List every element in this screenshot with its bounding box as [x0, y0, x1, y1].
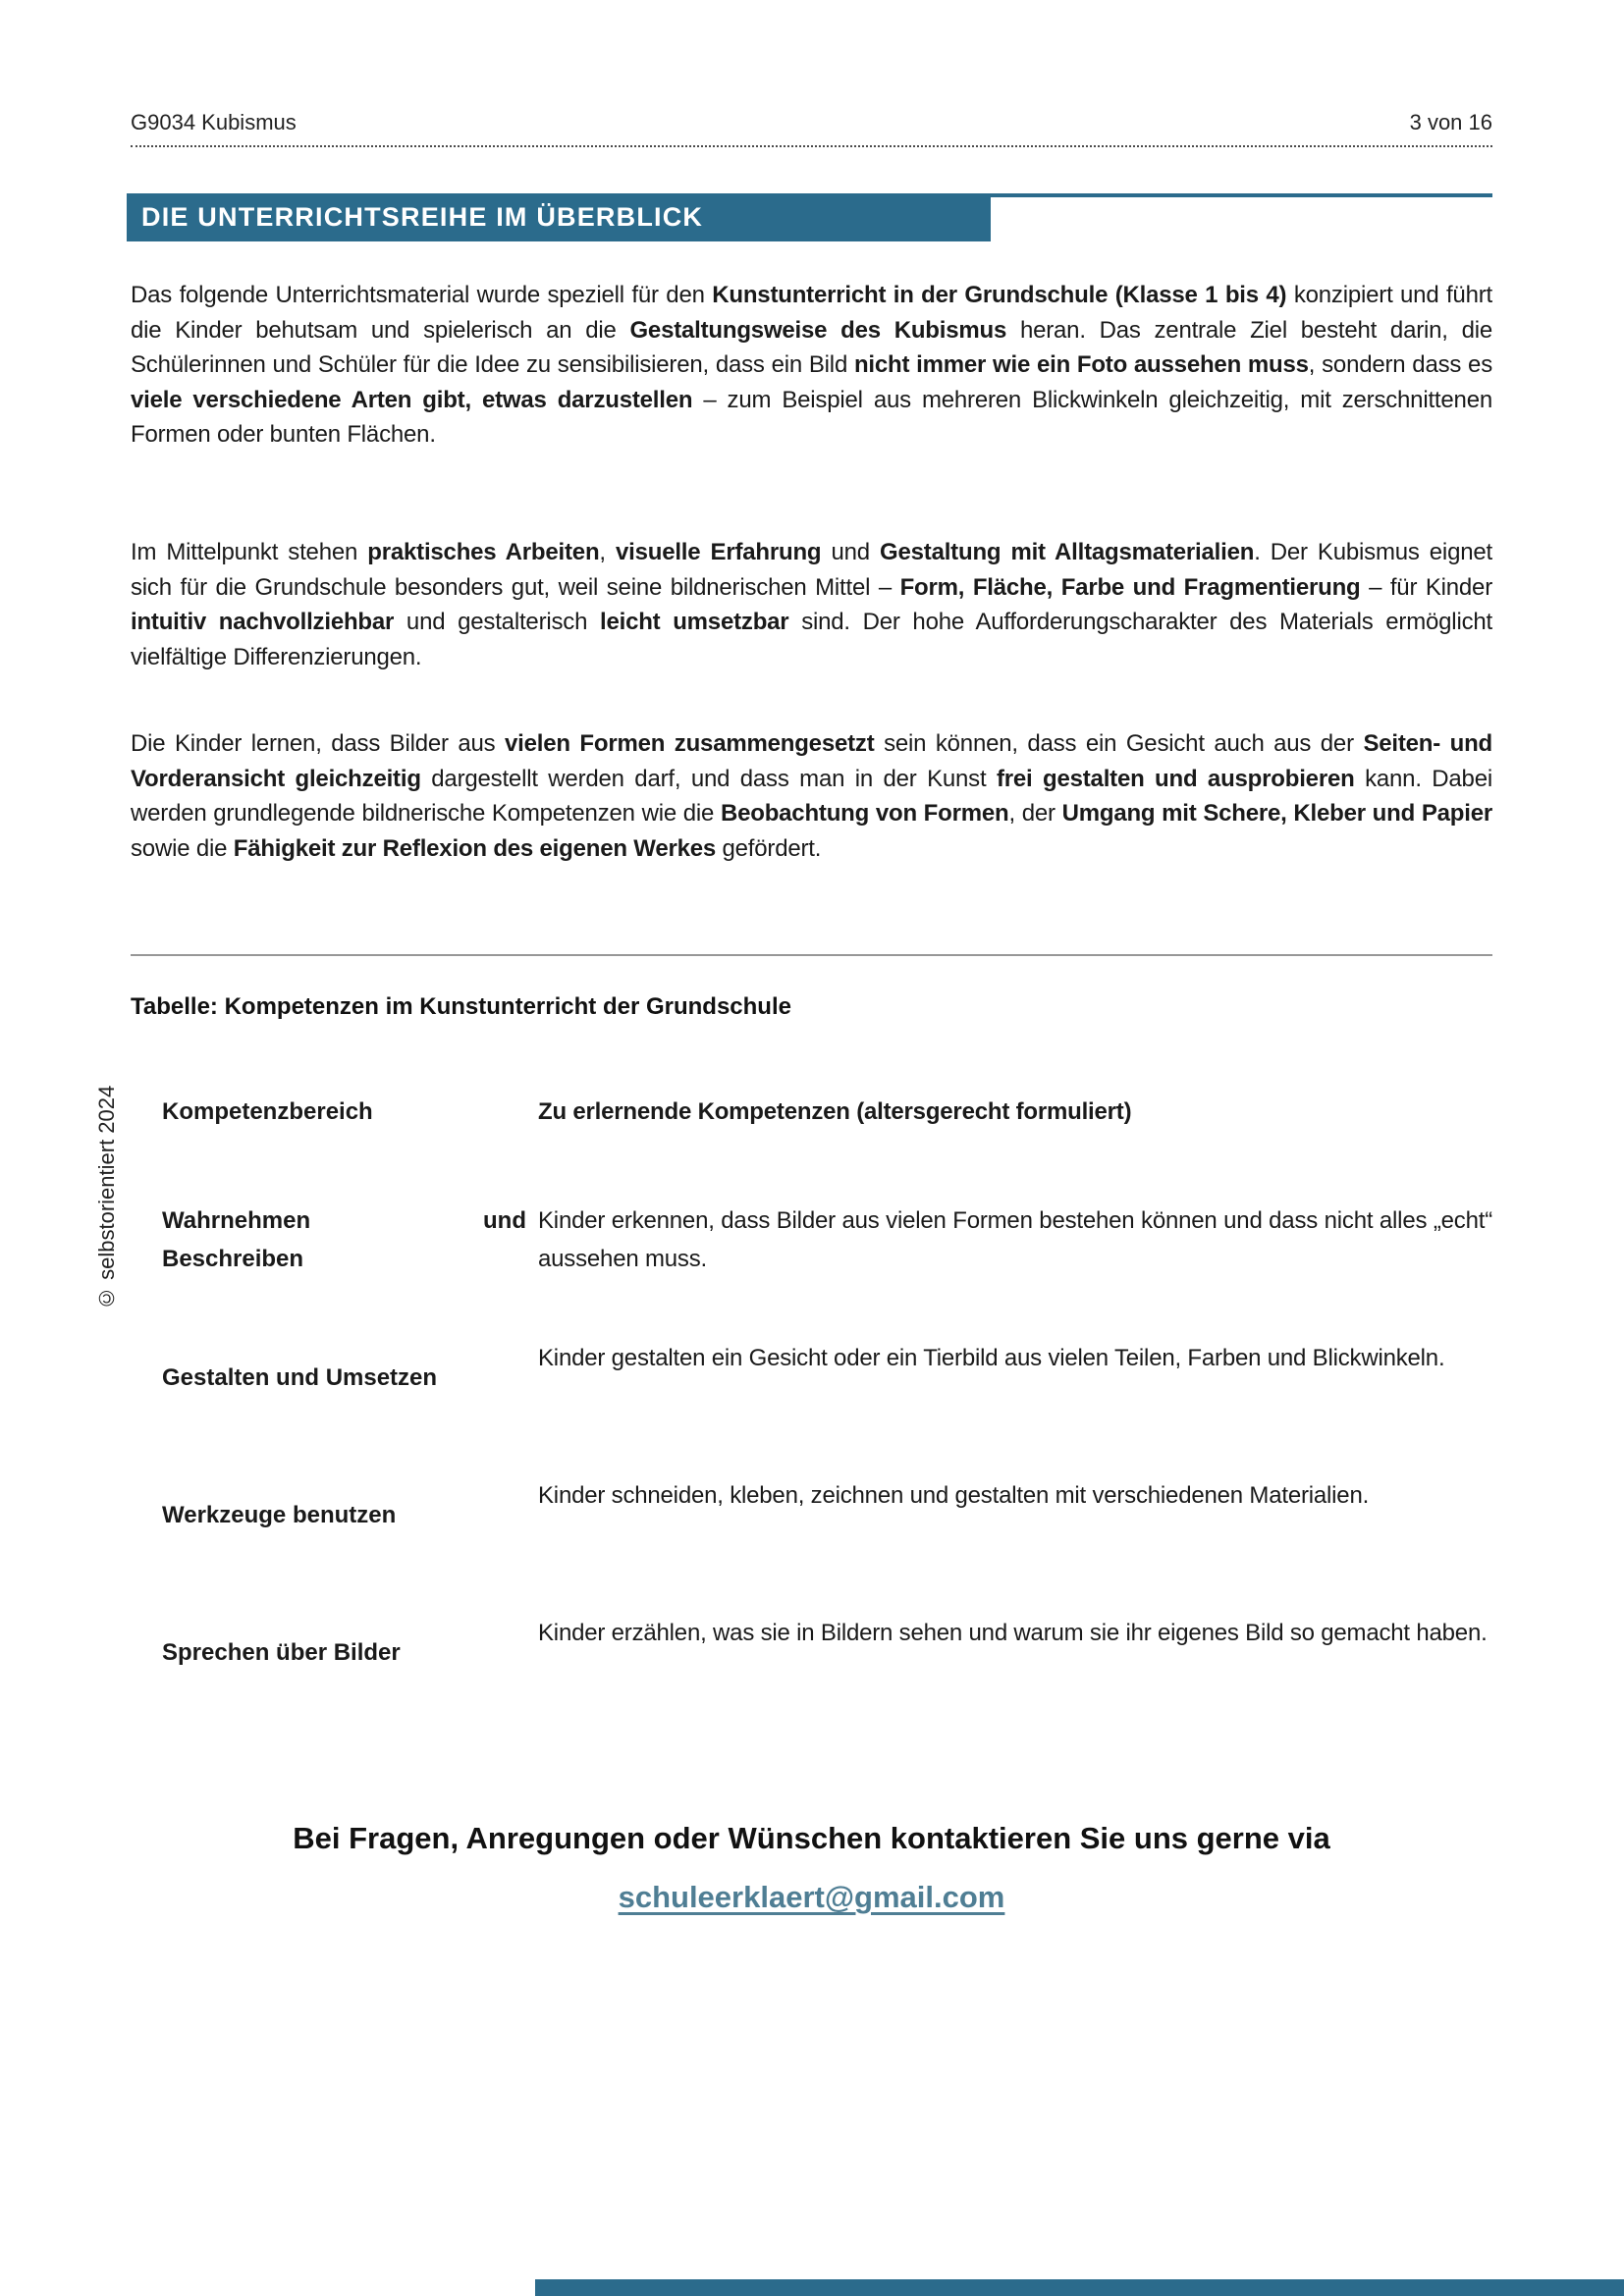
table-caption: Tabelle: Kompetenzen im Kunstunterricht der Grundschule — [131, 993, 791, 1020]
cell-line: Werkzeuge benutzen — [162, 1501, 397, 1528]
page-header — [131, 110, 1492, 147]
cell-line: Gestalten und Umsetzen — [162, 1363, 438, 1391]
competence-description-cell: Kinder schneiden, kleben, zeichnen und gestalten mit verschiedenen Materialien. — [538, 1482, 1370, 1509]
competence-description-cell: Kinder erzählen, was sie in Bildern sehen und warum sie ihr eigenes Bild so gemacht haben. — [538, 1620, 1488, 1646]
intro-paragraph-1: Das folgende Unterrichtsmaterial wurde speziell für den Kunstunterricht in der Grundschule (Klasse 1 bis 4) konzipiert und führt die Kinder behutsam und spielerisch an die Gestaltungsweise des Kubismus heran. Das zentrale Ziel besteht darin, die Schülerinnen und Schüler für die Idee zu sensibilisieren, dass ein Bild nicht immer wie ein Foto aussehen muss, sondern dass es viele verschiedene Arten gibt, etwas darzustellen – zum Beispiel aus mehreren Blickwinkeln gleichzeitig, mit zerschnittenen Formen oder bunten Flächen. — [131, 282, 1492, 448]
table-row — [162, 1201, 1492, 1278]
table-row — [162, 1614, 1492, 1690]
table-row — [162, 1339, 1492, 1415]
table-header-row — [162, 1093, 1492, 1131]
competence-area-cell — [162, 1201, 526, 1278]
cell-line: Sprechen über Bilder — [162, 1638, 401, 1666]
competence-area-cell — [162, 1339, 526, 1415]
section-title: DIE UNTERRICHTSREIHE IM ÜBERBLICK — [141, 202, 704, 232]
column-header-kompetenzbereich: Kompetenzbereich — [162, 1098, 373, 1125]
bottom-accent-bar — [535, 2279, 1624, 2296]
section-title-rule — [991, 193, 1492, 197]
copyright-vertical: © selbstorientiert 2024 — [94, 1085, 119, 1310]
document-code: G9034 Kubismus — [131, 110, 297, 134]
table-row — [162, 1476, 1492, 1553]
competence-description-cell: Kinder erkennen, dass Bilder aus vielen Formen bestehen können und dass nicht alles „echt“ aussehen muss. — [538, 1207, 1492, 1272]
cell-line: Beschreiben — [162, 1246, 304, 1272]
competence-area-cell — [162, 1614, 526, 1690]
competence-description-cell: Kinder gestalten ein Gesicht oder ein Tierbild aus vielen Teilen, Farben und Blickwinkeln. — [538, 1345, 1445, 1371]
competence-area-cell — [162, 1476, 526, 1553]
intro-paragraph-2: Im Mittelpunkt stehen praktisches Arbeiten, visuelle Erfahrung und Gestaltung mit Alltagsmaterialien. Der Kubismus eignet sich für die Grundschule besonders gut, weil seine bildnerischen Mittel – Form, Fläche, Farbe und Fragmentierung – für Kinder intuitiv nachvollziehbar und gestalterisch leicht umsetzbar sind. Der hohe Aufforderungscharakter des Materials ermöglicht vielfältige Differenzierungen. — [131, 539, 1493, 670]
contact-text: Bei Fragen, Anregungen oder Wünschen kontaktieren Sie uns gerne via — [293, 1821, 1330, 1855]
cell-line: Wahrnehmen und — [162, 1207, 526, 1234]
column-header-kompetenzen: Zu erlernende Kompetenzen (altersgerecht formuliert) — [538, 1098, 1132, 1125]
page-number: 3 von 16 — [1409, 110, 1492, 134]
contact-email-link[interactable]: schuleerklaert@gmail.com — [618, 1880, 1005, 1914]
intro-paragraph-3: Die Kinder lernen, dass Bilder aus vielen Formen zusammengesetzt sein können, dass ein Gesicht auch aus der Seiten- und Vorderansicht gleichzeitig dargestellt werden darf, und dass man in der Kunst frei gestalten und ausprobieren kann. Dabei werden grundlegende bildnerische Kompetenzen wie die Beobachtung von Formen, der Umgang mit Schere, Kleber und Papier sowie die Fähigkeit zur Reflexion des eigenen Werkes gefördert. — [131, 730, 1492, 862]
section-divider — [131, 954, 1492, 956]
section-title-bar — [127, 193, 991, 241]
